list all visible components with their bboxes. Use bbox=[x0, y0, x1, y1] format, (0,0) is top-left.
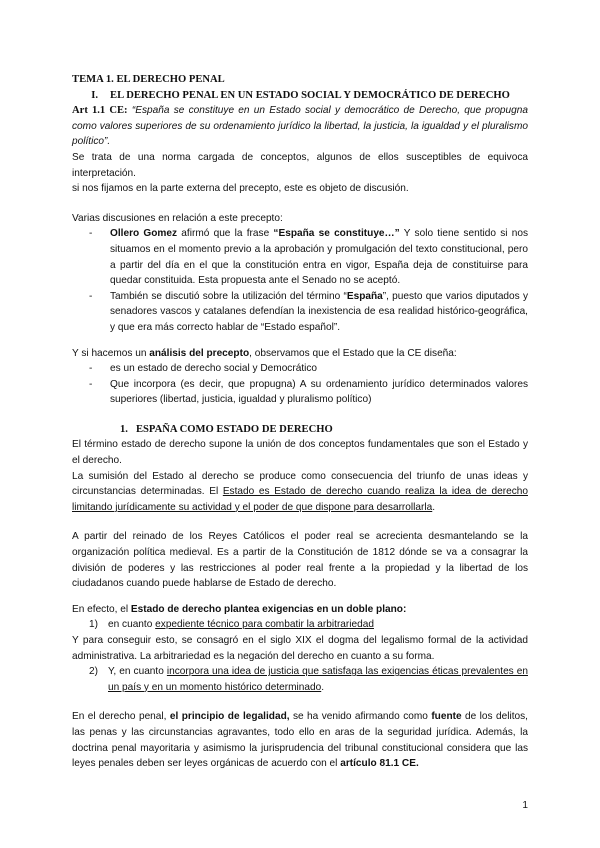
section-number: I. bbox=[91, 89, 98, 101]
list-item: - También se discutió sobre la utilización del término “España”, puesto que varios diputados y senadores vascos y catalanes defendían la inexistencia de esa realidad histórico-geográfica, y que era más correcto hablar de “Estado español”. bbox=[72, 289, 528, 336]
document-title: TEMA 1. EL DERECHO PENAL bbox=[72, 74, 225, 85]
bold-text: análisis del precepto bbox=[149, 347, 250, 359]
article-label: Art 1.1 CE: bbox=[72, 105, 128, 117]
bold-text: artículo 81.1 CE. bbox=[340, 758, 419, 770]
paragraph: Y si hacemos un análisis del precepto, observamos que el Estado que la CE diseña: bbox=[72, 347, 457, 359]
bold-text: Ollero Gomez bbox=[110, 228, 178, 240]
discussion-list bbox=[72, 226, 528, 335]
analysis-list bbox=[72, 361, 528, 408]
paragraph: Se trata de una norma cargada de conceptos, algunos de ellos susceptibles de equivoca interpretación. bbox=[72, 151, 528, 179]
section-title: EL DERECHO PENAL EN UN ESTADO SOCIAL Y DEMOCRÁTICO DE DERECHO bbox=[110, 89, 510, 101]
underlined-text: Estado es Estado de derecho cuando realiza la idea de derecho limitando jurídicamente su actividad y el poder de que dispone para desarrollarla bbox=[72, 486, 528, 513]
paragraph: Y para conseguir esto, se consagró en el siglo XIX el dogma del legalismo formal de la actividad administrativa. La arbitrariedad es la negación del derecho en cuanto a su forma. bbox=[72, 635, 528, 662]
bold-text: el principio de legalidad, bbox=[169, 711, 290, 723]
paragraph: si nos fijamos en la parte externa del precepto, este es objeto de discusión. bbox=[72, 183, 409, 195]
list-marker: 1) bbox=[89, 619, 98, 631]
subsection-number: 1. bbox=[120, 423, 128, 435]
numbered-list bbox=[72, 664, 528, 695]
list-item: 2) Y, en cuanto incorpora una idea de justicia que satisfaga las exigencias éticas prevalentes en un país y en un momento histórico determinado. bbox=[89, 666, 528, 693]
document-page bbox=[72, 72, 528, 772]
paragraph: Varias discusiones en relación a este precepto: bbox=[72, 212, 283, 224]
list-marker: 2) bbox=[89, 666, 98, 678]
paragraph: La sumisión del Estado al derecho se produce como consecuencia del triunfo de unas ideas y circunstancias determinadas. El Estado es Estado de derecho cuando realiza la idea de derecho limitando jurídicamente su actividad y el poder de que dispone para desarrollarla. bbox=[72, 470, 528, 513]
list-item: - es un estado de derecho social y Democrático bbox=[72, 361, 528, 377]
subsection-heading bbox=[72, 422, 528, 438]
underlined-text: expediente técnico para combatir la arbitrariedad bbox=[155, 619, 374, 631]
bold-text: España bbox=[346, 290, 383, 302]
article-quote: “España se constituye en un Estado social y democrático de Derecho, que propugna como valores superiores de su ordenamiento jurídico la libertad, la justicia, la igualdad y el pluralismo político”. bbox=[72, 105, 529, 148]
bold-text: fuente bbox=[431, 711, 462, 723]
numbered-list bbox=[72, 617, 528, 633]
bold-text: Estado de derecho plantea exigencias en un doble plano: bbox=[130, 603, 407, 615]
paragraph: A partir del reinado de los Reyes Católicos el poder real se acrecienta desmantelando se la organización política medieval. Es a partir de la Constitución de 1812 dónde se va a consagrar la división de poderes y las restricciones al poder real frente a la propiedad y la libertad de los ciudadanos cuando puede hablarse de Estado de derecho. bbox=[72, 531, 528, 590]
list-item: - Ollero Gomez afirmó que la frase “España se constituye…” Y solo tiene sentido si nos situamos en el momento previo a la aprobación y promulgación del texto constitucional, pero a partir del día en el que la constitución entra en vigor, España deja de constituirse para quedar constituida. Esta propuesta ante el Senado no se aceptó. bbox=[72, 226, 528, 288]
article-quote-paragraph bbox=[72, 103, 528, 150]
paragraph: En efecto, el Estado de derecho plantea exigencias en un doble plano: bbox=[72, 603, 407, 615]
list-item: - Que incorpora (es decir, que propugna) A su ordenamiento jurídico determinados valores superiores (libertad, justicia, igualdad y pluralismo político) bbox=[72, 377, 528, 408]
paragraph: En el derecho penal, el principio de legalidad, se ha venido afirmando como fuente de los delitos, las penas y las circunstancias agravantes, todo ello en aras de la seguridad jurídica. Además, la doctrina penal mayoritaria y asimismo la jurisprudencia del tribunal constitucional considera que las leyes penales deben ser leyes orgánicas de acuerdo con el artículo 81.1 CE. bbox=[72, 711, 528, 770]
section-heading bbox=[72, 88, 528, 104]
list-item: 1) en cuanto expediente técnico para combatir la arbitrariedad bbox=[72, 617, 528, 633]
page-number: 1 bbox=[522, 800, 528, 811]
underlined-text: incorpora una idea de justicia que satisfaga las exigencias éticas prevalentes en un país y en un momento histórico determinado bbox=[108, 666, 528, 693]
subsection-title: ESPAÑA COMO ESTADO DE DERECHO bbox=[135, 423, 333, 435]
bold-text: “España se constituye…” bbox=[273, 228, 400, 240]
paragraph: El término estado de derecho supone la unión de dos conceptos fundamentales que son el Estado y el derecho. bbox=[72, 439, 528, 467]
